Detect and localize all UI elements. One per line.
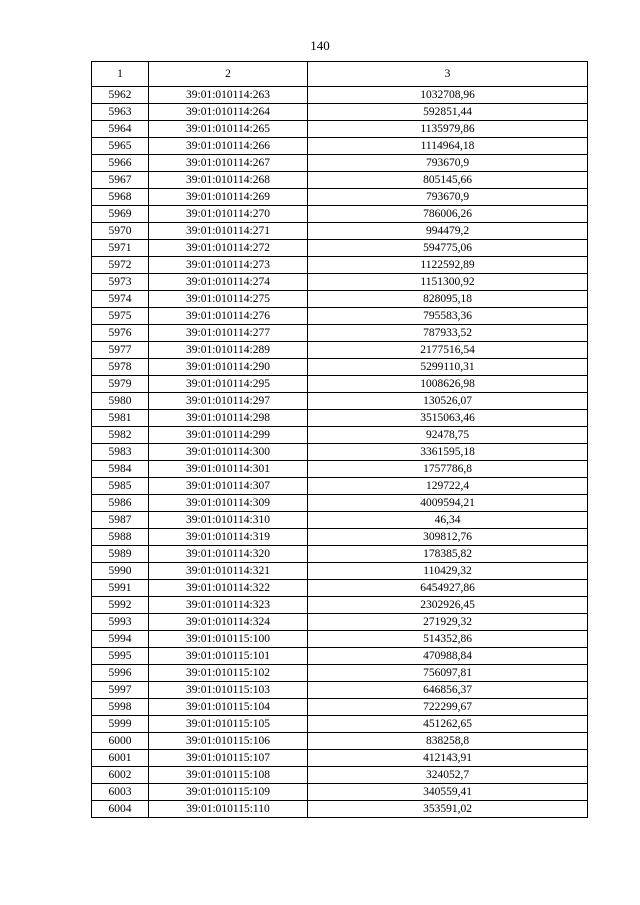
row-number-cell: 5965: [92, 138, 149, 155]
table-row: [92, 495, 588, 512]
table-row: [92, 767, 588, 784]
cadastral-number-cell: 39:01:010115:109: [149, 784, 308, 801]
value-cell: 6454927,86: [308, 580, 588, 597]
value-cell: 451262,65: [308, 716, 588, 733]
page-number: 140: [310, 38, 330, 53]
table-row: [92, 665, 588, 682]
cadastral-number-cell: 39:01:010114:310: [149, 512, 308, 529]
value-cell: 1757786,8: [308, 461, 588, 478]
table-row: [92, 308, 588, 325]
value-cell: 793670,9: [308, 189, 588, 206]
row-number-cell: 6000: [92, 733, 149, 750]
value-cell: 340559,41: [308, 784, 588, 801]
table-row: [92, 614, 588, 631]
column-header-3: 3: [308, 62, 588, 87]
row-number-cell: 5975: [92, 308, 149, 325]
table-row: [92, 733, 588, 750]
table-row: [92, 172, 588, 189]
row-number-cell: 5973: [92, 274, 149, 291]
cadastral-number-cell: 39:01:010114:295: [149, 376, 308, 393]
row-number-cell: 5987: [92, 512, 149, 529]
table-row: [92, 359, 588, 376]
cadastral-number-cell: 39:01:010114:321: [149, 563, 308, 580]
value-cell: 1032708,96: [308, 87, 588, 104]
row-number-cell: 6001: [92, 750, 149, 767]
table-row: [92, 699, 588, 716]
table-row: [92, 563, 588, 580]
value-cell: 594775,06: [308, 240, 588, 257]
cadastral-number-cell: 39:01:010114:277: [149, 325, 308, 342]
table-row: [92, 223, 588, 240]
row-number-cell: 5983: [92, 444, 149, 461]
value-cell: 130526,07: [308, 393, 588, 410]
row-number-cell: 5998: [92, 699, 149, 716]
table-row: [92, 189, 588, 206]
table-header-row: [92, 62, 588, 87]
value-cell: 3361595,18: [308, 444, 588, 461]
value-cell: 795583,36: [308, 308, 588, 325]
table-header: [92, 62, 588, 87]
value-cell: 1008626,98: [308, 376, 588, 393]
table-row: [92, 393, 588, 410]
row-number-cell: 5980: [92, 393, 149, 410]
row-number-cell: 5978: [92, 359, 149, 376]
value-cell: 324052,7: [308, 767, 588, 784]
table-row: [92, 631, 588, 648]
value-cell: 793670,9: [308, 155, 588, 172]
value-cell: 92478,75: [308, 427, 588, 444]
table-row: [92, 750, 588, 767]
row-number-cell: 5968: [92, 189, 149, 206]
value-cell: 178385,82: [308, 546, 588, 563]
table-row: [92, 274, 588, 291]
table-row: [92, 240, 588, 257]
row-number-cell: 5993: [92, 614, 149, 631]
cadastral-number-cell: 39:01:010114:299: [149, 427, 308, 444]
row-number-cell: 5967: [92, 172, 149, 189]
table-row: [92, 801, 588, 818]
cadastral-number-cell: 39:01:010114:265: [149, 121, 308, 138]
value-cell: 787933,52: [308, 325, 588, 342]
row-number-cell: 5996: [92, 665, 149, 682]
cadastral-number-cell: 39:01:010114:267: [149, 155, 308, 172]
table-row: [92, 257, 588, 274]
cadastral-number-cell: 39:01:010115:110: [149, 801, 308, 818]
table-row: [92, 784, 588, 801]
cadastral-number-cell: 39:01:010114:268: [149, 172, 308, 189]
cadastral-number-cell: 39:01:010114:324: [149, 614, 308, 631]
table-row: [92, 648, 588, 665]
table-row: [92, 597, 588, 614]
table-row: [92, 291, 588, 308]
value-cell: 5299110,31: [308, 359, 588, 376]
row-number-cell: 5992: [92, 597, 149, 614]
value-cell: 805145,66: [308, 172, 588, 189]
cadastral-number-cell: 39:01:010114:276: [149, 308, 308, 325]
row-number-cell: 5994: [92, 631, 149, 648]
cadastral-number-cell: 39:01:010114:307: [149, 478, 308, 495]
row-number-cell: 5969: [92, 206, 149, 223]
row-number-cell: 5988: [92, 529, 149, 546]
table-row: [92, 410, 588, 427]
row-number-cell: 5999: [92, 716, 149, 733]
row-number-cell: 5985: [92, 478, 149, 495]
table-row: [92, 716, 588, 733]
cadastral-number-cell: 39:01:010114:269: [149, 189, 308, 206]
table-row: [92, 512, 588, 529]
row-number-cell: 5997: [92, 682, 149, 699]
value-cell: 129722,4: [308, 478, 588, 495]
value-cell: 3515063,46: [308, 410, 588, 427]
value-cell: 838258,8: [308, 733, 588, 750]
table-row: [92, 546, 588, 563]
table-row: [92, 342, 588, 359]
value-cell: 4009594,21: [308, 495, 588, 512]
cadastral-number-cell: 39:01:010114:320: [149, 546, 308, 563]
cadastral-number-cell: 39:01:010114:273: [149, 257, 308, 274]
cadastral-number-cell: 39:01:010114:271: [149, 223, 308, 240]
value-cell: 722299,67: [308, 699, 588, 716]
cadastral-number-cell: 39:01:010114:298: [149, 410, 308, 427]
cadastral-number-cell: 39:01:010114:272: [149, 240, 308, 257]
value-cell: 470988,84: [308, 648, 588, 665]
cadastral-number-cell: 39:01:010115:103: [149, 682, 308, 699]
cadastral-number-cell: 39:01:010114:309: [149, 495, 308, 512]
row-number-cell: 5981: [92, 410, 149, 427]
cadastral-number-cell: 39:01:010114:275: [149, 291, 308, 308]
cadastral-number-cell: 39:01:010114:319: [149, 529, 308, 546]
row-number-cell: 5989: [92, 546, 149, 563]
table-row: [92, 444, 588, 461]
row-number-cell: 5974: [92, 291, 149, 308]
cadastral-number-cell: 39:01:010114:323: [149, 597, 308, 614]
table-row: [92, 478, 588, 495]
value-cell: 309812,76: [308, 529, 588, 546]
cadastral-number-cell: 39:01:010114:270: [149, 206, 308, 223]
row-number-cell: 5984: [92, 461, 149, 478]
row-number-cell: 5991: [92, 580, 149, 597]
row-number-cell: 5976: [92, 325, 149, 342]
value-cell: 1135979,86: [308, 121, 588, 138]
value-cell: 2177516,54: [308, 342, 588, 359]
value-cell: 646856,37: [308, 682, 588, 699]
value-cell: 828095,18: [308, 291, 588, 308]
row-number-cell: 5966: [92, 155, 149, 172]
cadastral-number-cell: 39:01:010114:300: [149, 444, 308, 461]
value-cell: 1151300,92: [308, 274, 588, 291]
row-number-cell: 5972: [92, 257, 149, 274]
cadastral-number-cell: 39:01:010115:100: [149, 631, 308, 648]
row-number-cell: 5964: [92, 121, 149, 138]
row-number-cell: 6004: [92, 801, 149, 818]
cadastral-number-cell: 39:01:010114:263: [149, 87, 308, 104]
cadastral-number-cell: 39:01:010115:101: [149, 648, 308, 665]
table-row: [92, 376, 588, 393]
value-cell: 756097,81: [308, 665, 588, 682]
table-row: [92, 155, 588, 172]
value-cell: 1114964,18: [308, 138, 588, 155]
table-row: [92, 87, 588, 104]
cadastral-value-table: [91, 61, 588, 818]
cadastral-number-cell: 39:01:010114:289: [149, 342, 308, 359]
row-number-cell: 5962: [92, 87, 149, 104]
table-row: [92, 461, 588, 478]
table-row: [92, 325, 588, 342]
value-cell: 514352,86: [308, 631, 588, 648]
table-row: [92, 580, 588, 597]
value-cell: 592851,44: [308, 104, 588, 121]
cadastral-number-cell: 39:01:010115:105: [149, 716, 308, 733]
table-row: [92, 427, 588, 444]
column-header-1: 1: [92, 62, 149, 87]
cadastral-number-cell: 39:01:010114:266: [149, 138, 308, 155]
value-cell: 786006,26: [308, 206, 588, 223]
table-row: [92, 104, 588, 121]
value-cell: 46,34: [308, 512, 588, 529]
table-row: [92, 121, 588, 138]
cadastral-number-cell: 39:01:010115:104: [149, 699, 308, 716]
value-cell: 2302926,45: [308, 597, 588, 614]
table-row: [92, 206, 588, 223]
value-cell: 353591,02: [308, 801, 588, 818]
cadastral-number-cell: 39:01:010114:290: [149, 359, 308, 376]
table-row: [92, 529, 588, 546]
column-header-2: 2: [149, 62, 308, 87]
row-number-cell: 5963: [92, 104, 149, 121]
row-number-cell: 5970: [92, 223, 149, 240]
row-number-cell: 5986: [92, 495, 149, 512]
row-number-cell: 5982: [92, 427, 149, 444]
row-number-cell: 5977: [92, 342, 149, 359]
row-number-cell: 5990: [92, 563, 149, 580]
value-cell: 110429,32: [308, 563, 588, 580]
row-number-cell: 5971: [92, 240, 149, 257]
cadastral-number-cell: 39:01:010114:301: [149, 461, 308, 478]
table-row: [92, 138, 588, 155]
value-cell: 412143,91: [308, 750, 588, 767]
row-number-cell: 6003: [92, 784, 149, 801]
cadastral-number-cell: 39:01:010114:322: [149, 580, 308, 597]
cadastral-number-cell: 39:01:010115:108: [149, 767, 308, 784]
row-number-cell: 6002: [92, 767, 149, 784]
value-cell: 994479,2: [308, 223, 588, 240]
cadastral-number-cell: 39:01:010114:274: [149, 274, 308, 291]
cadastral-number-cell: 39:01:010114:264: [149, 104, 308, 121]
cadastral-number-cell: 39:01:010115:106: [149, 733, 308, 750]
value-cell: 1122592,89: [308, 257, 588, 274]
row-number-cell: 5995: [92, 648, 149, 665]
cadastral-number-cell: 39:01:010114:297: [149, 393, 308, 410]
cadastral-number-cell: 39:01:010115:107: [149, 750, 308, 767]
table-row: [92, 682, 588, 699]
value-cell: 271929,32: [308, 614, 588, 631]
row-number-cell: 5979: [92, 376, 149, 393]
cadastral-number-cell: 39:01:010115:102: [149, 665, 308, 682]
table-body: [92, 87, 588, 818]
